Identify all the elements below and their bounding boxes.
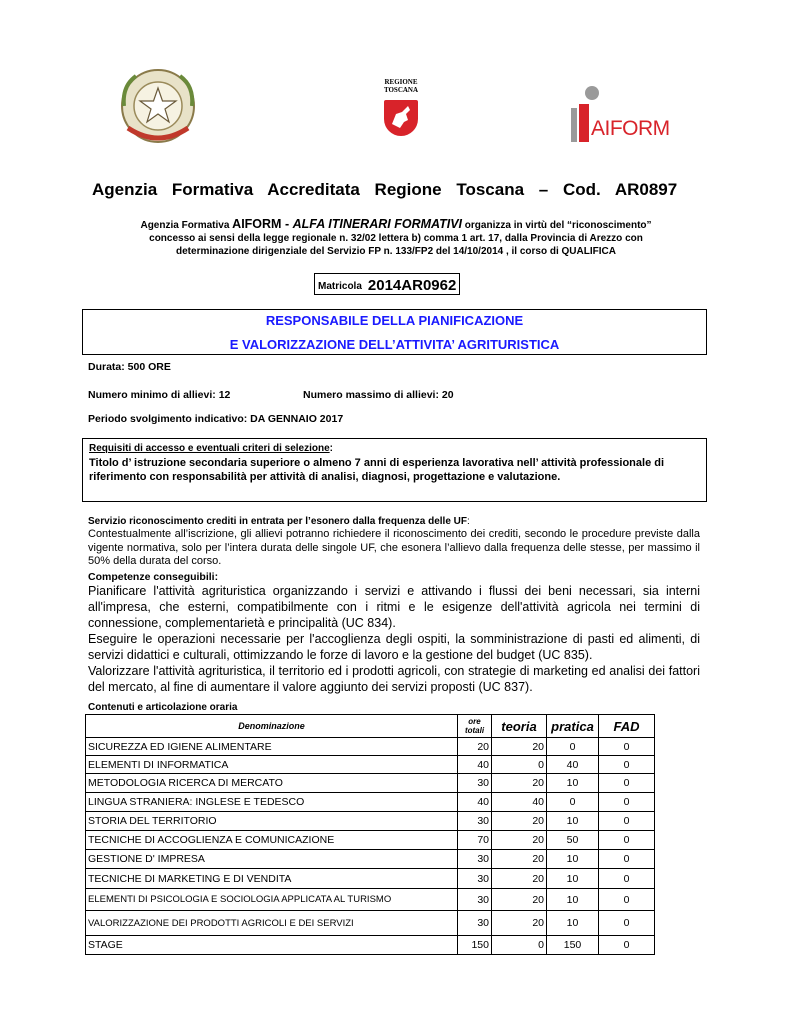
practice-hours-cell: 40	[547, 756, 599, 774]
course-name-cell: VALORIZZAZIONE DEI PRODOTTI AGRICOLI E DEI SERVIZI	[86, 911, 458, 936]
fad-hours-cell: 0	[599, 911, 655, 936]
intro-prefix: Agenzia Formativa	[140, 220, 233, 231]
italian-republic-emblem	[118, 66, 198, 150]
table-row	[86, 738, 655, 756]
table-row	[86, 812, 655, 831]
practice-hours-cell: 10	[547, 774, 599, 793]
requirements-label	[89, 443, 333, 454]
total-hours-cell: 20	[458, 738, 492, 756]
competence-paragraph: Valorizzare l'attività agrituristica, il territorio ed i prodotti agricoli, con strategie di marketing ed analisi dei fattori del mercato, al fine di aumentare il valore aggiunto dei servizi proposti (UC 837).	[88, 664, 700, 694]
total-hours-cell: 40	[458, 756, 492, 774]
total-hours-cell: 40	[458, 793, 492, 812]
logo-dot-icon	[585, 86, 599, 100]
requirements-label-suffix: :	[329, 443, 333, 454]
total-hours-cell: 30	[458, 812, 492, 831]
fad-hours-cell: 0	[599, 936, 655, 955]
requirements-text: Titolo d’ istruzione secondaria superiore o almeno 7 anni di esperienza lavorativa nell’ attività professionale di riferimento con responsabilità per attività di analisi, diagnosi, progettazione e valutazione.	[89, 457, 665, 483]
fad-hours-cell: 0	[599, 850, 655, 869]
column-header-total-line-1: ore	[468, 717, 481, 726]
service-label-suffix: :	[467, 516, 470, 527]
agency-title: Agenzia Formativa Accreditata Regione Toscana – Cod. AR0897	[92, 180, 678, 199]
logo-bar-icon	[579, 104, 589, 142]
theory-hours-cell: 20	[492, 774, 547, 793]
service-label	[88, 516, 470, 527]
practice-hours-cell: 0	[547, 793, 599, 812]
toscana-label: TOSCANA	[383, 86, 419, 94]
column-header-total-line-2: totali	[464, 726, 485, 735]
matricola-label: Matricola	[318, 281, 362, 292]
table-row	[86, 850, 655, 869]
practice-hours-cell: 10	[547, 812, 599, 831]
theory-hours-cell: 20	[492, 850, 547, 869]
theory-hours-cell: 20	[492, 869, 547, 889]
practice-hours-cell: 0	[547, 738, 599, 756]
table-row	[86, 831, 655, 850]
intro-paragraph	[96, 218, 696, 258]
course-name-cell: ELEMENTI DI PSICOLOGIA E SOCIOLOGIA APPLICATA AL TURISMO	[86, 889, 458, 911]
fad-hours-cell: 0	[599, 793, 655, 812]
fad-hours-cell: 0	[599, 831, 655, 850]
course-contents-table	[85, 714, 655, 955]
aiform-logo	[565, 86, 670, 146]
theory-hours-cell: 0	[492, 936, 547, 955]
pegasus-shield-icon	[384, 100, 418, 136]
requirements-box	[82, 438, 707, 502]
course-name-cell: STORIA DEL TERRITORIO	[86, 812, 458, 831]
practice-hours-cell: 10	[547, 889, 599, 911]
table-row	[86, 756, 655, 774]
table-row	[86, 774, 655, 793]
column-header-theory: teoria	[492, 715, 547, 738]
course-title-line-1: RESPONSABILE DELLA PIANIFICAZIONE	[265, 313, 524, 328]
total-hours-cell: 30	[458, 774, 492, 793]
course-name-cell: GESTIONE D' IMPRESA	[86, 850, 458, 869]
theory-hours-cell: 20	[492, 889, 547, 911]
course-name-cell: TECNICHE DI MARKETING E DI VENDITA	[86, 869, 458, 889]
practice-hours-cell: 50	[547, 831, 599, 850]
theory-hours-cell: 20	[492, 911, 547, 936]
theory-hours-cell: 20	[492, 812, 547, 831]
course-title-line-2: E VALORIZZAZIONE DELL’ATTIVITA’ AGRITURISTICA	[229, 337, 560, 352]
practice-hours-cell: 10	[547, 911, 599, 936]
theory-hours-cell: 0	[492, 756, 547, 774]
fad-hours-cell: 0	[599, 774, 655, 793]
theory-hours-cell: 20	[492, 831, 547, 850]
logo-bar-icon	[571, 108, 577, 142]
theory-hours-cell: 20	[492, 738, 547, 756]
total-hours-cell: 30	[458, 889, 492, 911]
course-name-cell: SICUREZZA ED IGIENE ALIMENTARE	[86, 738, 458, 756]
course-name-cell: METODOLOGIA RICERCA DI MERCATO	[86, 774, 458, 793]
theory-hours-cell: 40	[492, 793, 547, 812]
total-hours-cell: 30	[458, 869, 492, 889]
column-header-name: Denominazione	[86, 715, 458, 738]
fad-hours-cell: 0	[599, 812, 655, 831]
column-header-fad: FAD	[599, 715, 655, 738]
competences-label: Competenze conseguibili:	[88, 571, 219, 583]
fad-hours-cell: 0	[599, 869, 655, 889]
course-name-cell: STAGE	[86, 936, 458, 955]
aiform-logo-text: AIFORM	[591, 117, 670, 140]
competences-text	[88, 583, 700, 695]
practice-hours-cell: 10	[547, 869, 599, 889]
matricola-value: 2014AR0962	[367, 277, 457, 294]
total-hours-cell: 30	[458, 911, 492, 936]
intro-text: organizza in virtù del “riconoscimento”	[462, 220, 652, 231]
requirements-label-text: Requisiti di accesso e eventuali criteri di selezione	[89, 443, 330, 454]
course-period: Periodo svolgimento indicativo: DA GENNAIO 2017	[88, 413, 344, 425]
table-header-row	[86, 715, 655, 738]
table-row	[86, 869, 655, 889]
practice-hours-cell: 10	[547, 850, 599, 869]
intro-line-2: concesso ai sensi della legge regionale n. 32/02 lettera b) comma 1 art. 17, dalla Provincia di Arezzo con	[149, 233, 643, 244]
table-row	[86, 911, 655, 936]
table-row	[86, 936, 655, 955]
total-hours-cell: 150	[458, 936, 492, 955]
intro-agency-name: AIFORM -	[232, 217, 293, 231]
column-header-total	[458, 715, 492, 738]
total-hours-cell: 70	[458, 831, 492, 850]
fad-hours-cell: 0	[599, 889, 655, 911]
table-body	[86, 738, 655, 955]
practice-hours-cell: 150	[547, 936, 599, 955]
table-row	[86, 793, 655, 812]
fad-hours-cell: 0	[599, 738, 655, 756]
course-duration: Durata: 500 ORE	[88, 361, 171, 373]
min-students: Numero minimo di allievi: 12	[88, 389, 231, 401]
max-students: Numero massimo di allievi: 20	[303, 389, 454, 401]
total-hours-cell: 30	[458, 850, 492, 869]
regione-label: REGIONE	[384, 78, 418, 86]
table-row	[86, 889, 655, 911]
service-text: Contestualmente all’iscrizione, gli allievi potranno richiedere il riconoscimento dei crediti, secondo le procedure previste dalla vigente normativa, solo per l’intera durata delle singole UF, che esonera l’allievo dalla frequenza delle stesse, per massimo il 50% della durata del corso.	[88, 528, 700, 567]
course-name-cell: ELEMENTI DI INFORMATICA	[86, 756, 458, 774]
matricola-box	[314, 273, 460, 295]
competence-paragraph: Pianificare l'attività agrituristica organizzando i servizi e attivando i flussi dei beni necessari, sia interni all'impresa, che esterni, compatibilmente con i ritmi e le esigenze dell'attività agricola nei termini di connessione, complementarietà e principalità (UC 834).	[88, 584, 700, 630]
course-title-box	[82, 309, 707, 355]
course-name-cell: TECNICHE DI ACCOGLIENZA E COMUNICAZIONE	[86, 831, 458, 850]
regione-toscana-logo	[378, 78, 424, 140]
fad-hours-cell: 0	[599, 756, 655, 774]
column-header-practice: pratica	[547, 715, 599, 738]
intro-line-3: determinazione dirigenziale del Servizio FP n. 133/FP2 del 14/10/2014 , il corso di QUALIFICA	[176, 246, 616, 257]
course-name-cell: LINGUA STRANIERA: INGLESE E TEDESCO	[86, 793, 458, 812]
competence-paragraph: Eseguire le operazioni necessarie per l'accoglienza degli ospiti, la somministrazione di pasti ed alimenti, di servizi didattici e culturali, ottimizzando le forze di lavoro e la gestione del budget (UC 835).	[88, 632, 700, 662]
intro-agency-name-italic: ALFA ITINERARI FORMATIVI	[292, 217, 463, 231]
contents-label: Contenuti e articolazione oraria	[88, 702, 238, 713]
service-label-text: Servizio riconoscimento crediti in entrata per l’esonero dalla frequenza delle UF	[88, 516, 467, 527]
